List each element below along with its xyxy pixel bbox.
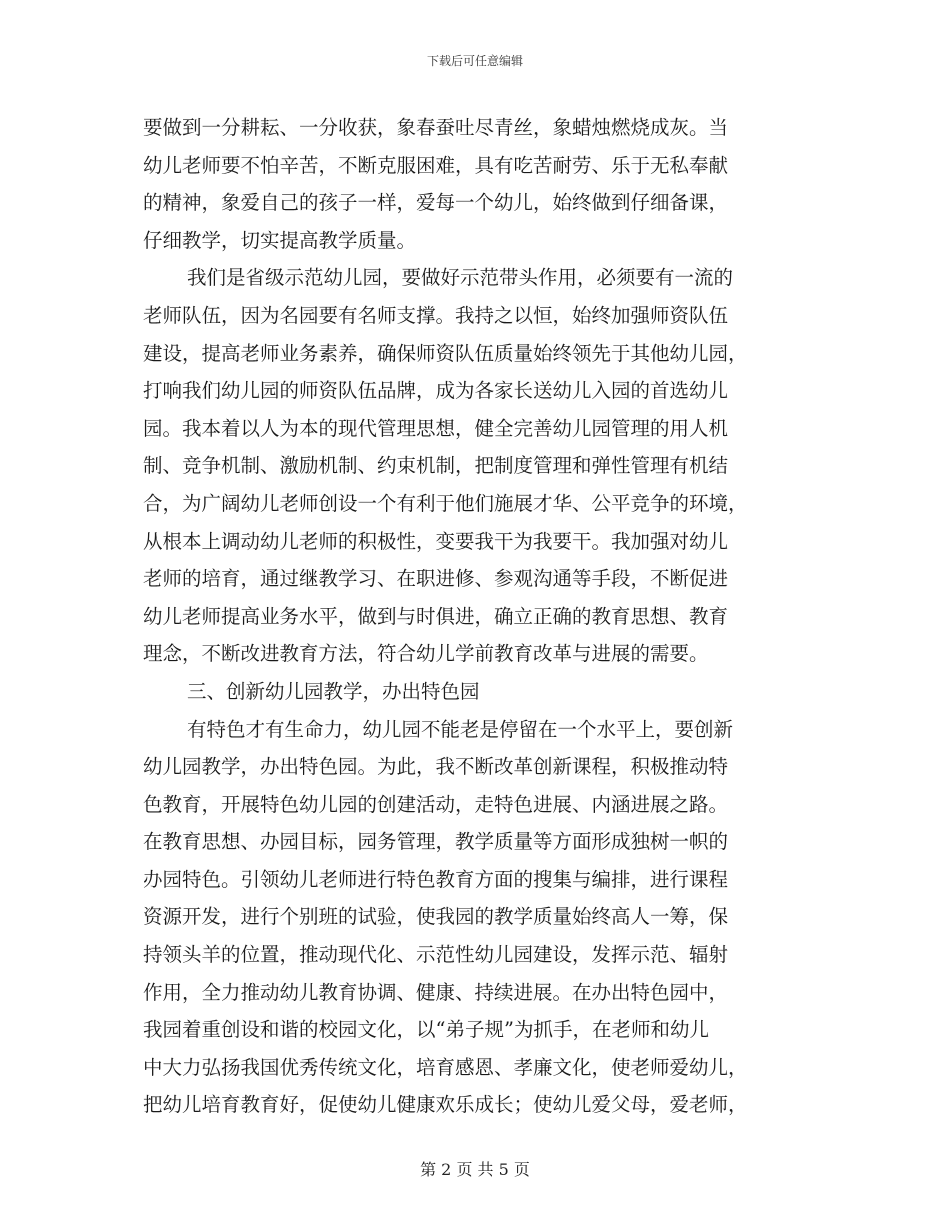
text-line: 建设，提高老师业务素养，确保师资队伍质量始终领先于其他幼儿园， [143,341,748,365]
text-line: 色教育，开展特色幼儿园的创建活动，走特色进展、内涵进展之路。 [143,792,729,816]
text-line: 作用，全力推动幼儿教育协调、健康、持续进展。在办出特色园中， [143,980,729,1004]
text-line: 三、创新幼儿园教学，办出特色园 [187,679,480,703]
text-line: 制、竞争机制、激励机制、约束机制，把制度管理和弹性管理有机结 [143,454,729,478]
text-line: 理念，不断改进教育方法，符合幼儿学前教育改革与进展的需要。 [143,642,709,666]
text-line: 我园着重创设和谐的校园文化，以“弟子规”为抓手，在老师和幼儿 [143,1018,709,1042]
text-line: 幼儿老师提高业务水平，做到与时俱进，确立正确的教育思想、教育 [143,604,729,628]
text-line: 仔细教学，切实提高教学质量。 [143,228,417,252]
text-line: 持领头羊的位置，推动现代化、示范性幼儿园建设，发挥示范、辐射 [143,943,729,967]
text-line: 的精神，象爱自己的孩子一样，爱每一个幼儿，始终做到仔细备课， [143,191,729,215]
text-line: 幼儿老师要不怕辛苦，不断克服困难，具有吃苦耐劳、乐于无私奉献 [143,153,729,177]
text-line: 老师队伍，因为名园要有名师支撑。我持之以恒，始终加强师资队伍 [143,303,729,327]
text-line: 我们是省级示范幼儿园，要做好示范带头作用，必须要有一流的 [187,266,734,290]
document-body [143,109,823,1124]
text-line: 打响我们幼儿园的师资队伍品牌，成为各家长送幼儿入园的首选幼儿 [143,379,729,403]
text-line: 办园特色。引领幼儿老师进行特色教育方面的搜集与编排，进行课程 [143,867,729,891]
text-line: 有特色才有生命力，幼儿园不能老是停留在一个水平上，要创新 [187,717,734,741]
text-line: 要做到一分耕耘、一分收获，象春蚕吐尽青丝，象蜡烛燃烧成灰。当 [143,116,729,139]
text-line: 老师的培育，通过继教学习、在职进修、参观沟通等手段，不断促进 [143,567,729,591]
text-line: 中大力弘扬我国优秀传统文化，培育感恩、孝廉文化，使老师爱幼儿， [143,1055,748,1079]
text-line: 合，为广阔幼儿老师创设一个有利于他们施展才华、公平竞争的环境， [143,491,748,515]
page-header-note: 下载后可任意编辑 [426,54,523,68]
text-line: 园。我本着以人为本的现代管理思想，健全完善幼儿园管理的用人机 [143,416,729,440]
text-line: 幼儿园教学，办出特色园。为此，我不断改革创新课程，积极推动特 [143,755,729,779]
text-line: 从根本上调动幼儿老师的积极性，变要我干为我要干。我加强对幼儿 [143,529,729,553]
page-number-footer: 第 2 页 共 5 页 [420,1160,530,1179]
text-line: 在教育思想、办园目标，园务管理，教学质量等方面形成独树一帜的 [143,830,729,854]
text-line: 资源开发，进行个别班的试验，使我园的教学质量始终高人一筹，保 [143,905,729,929]
text-line: 把幼儿培育教育好，促使幼儿健康欢乐成长；使幼儿爱父母，爱老师， [143,1093,748,1117]
